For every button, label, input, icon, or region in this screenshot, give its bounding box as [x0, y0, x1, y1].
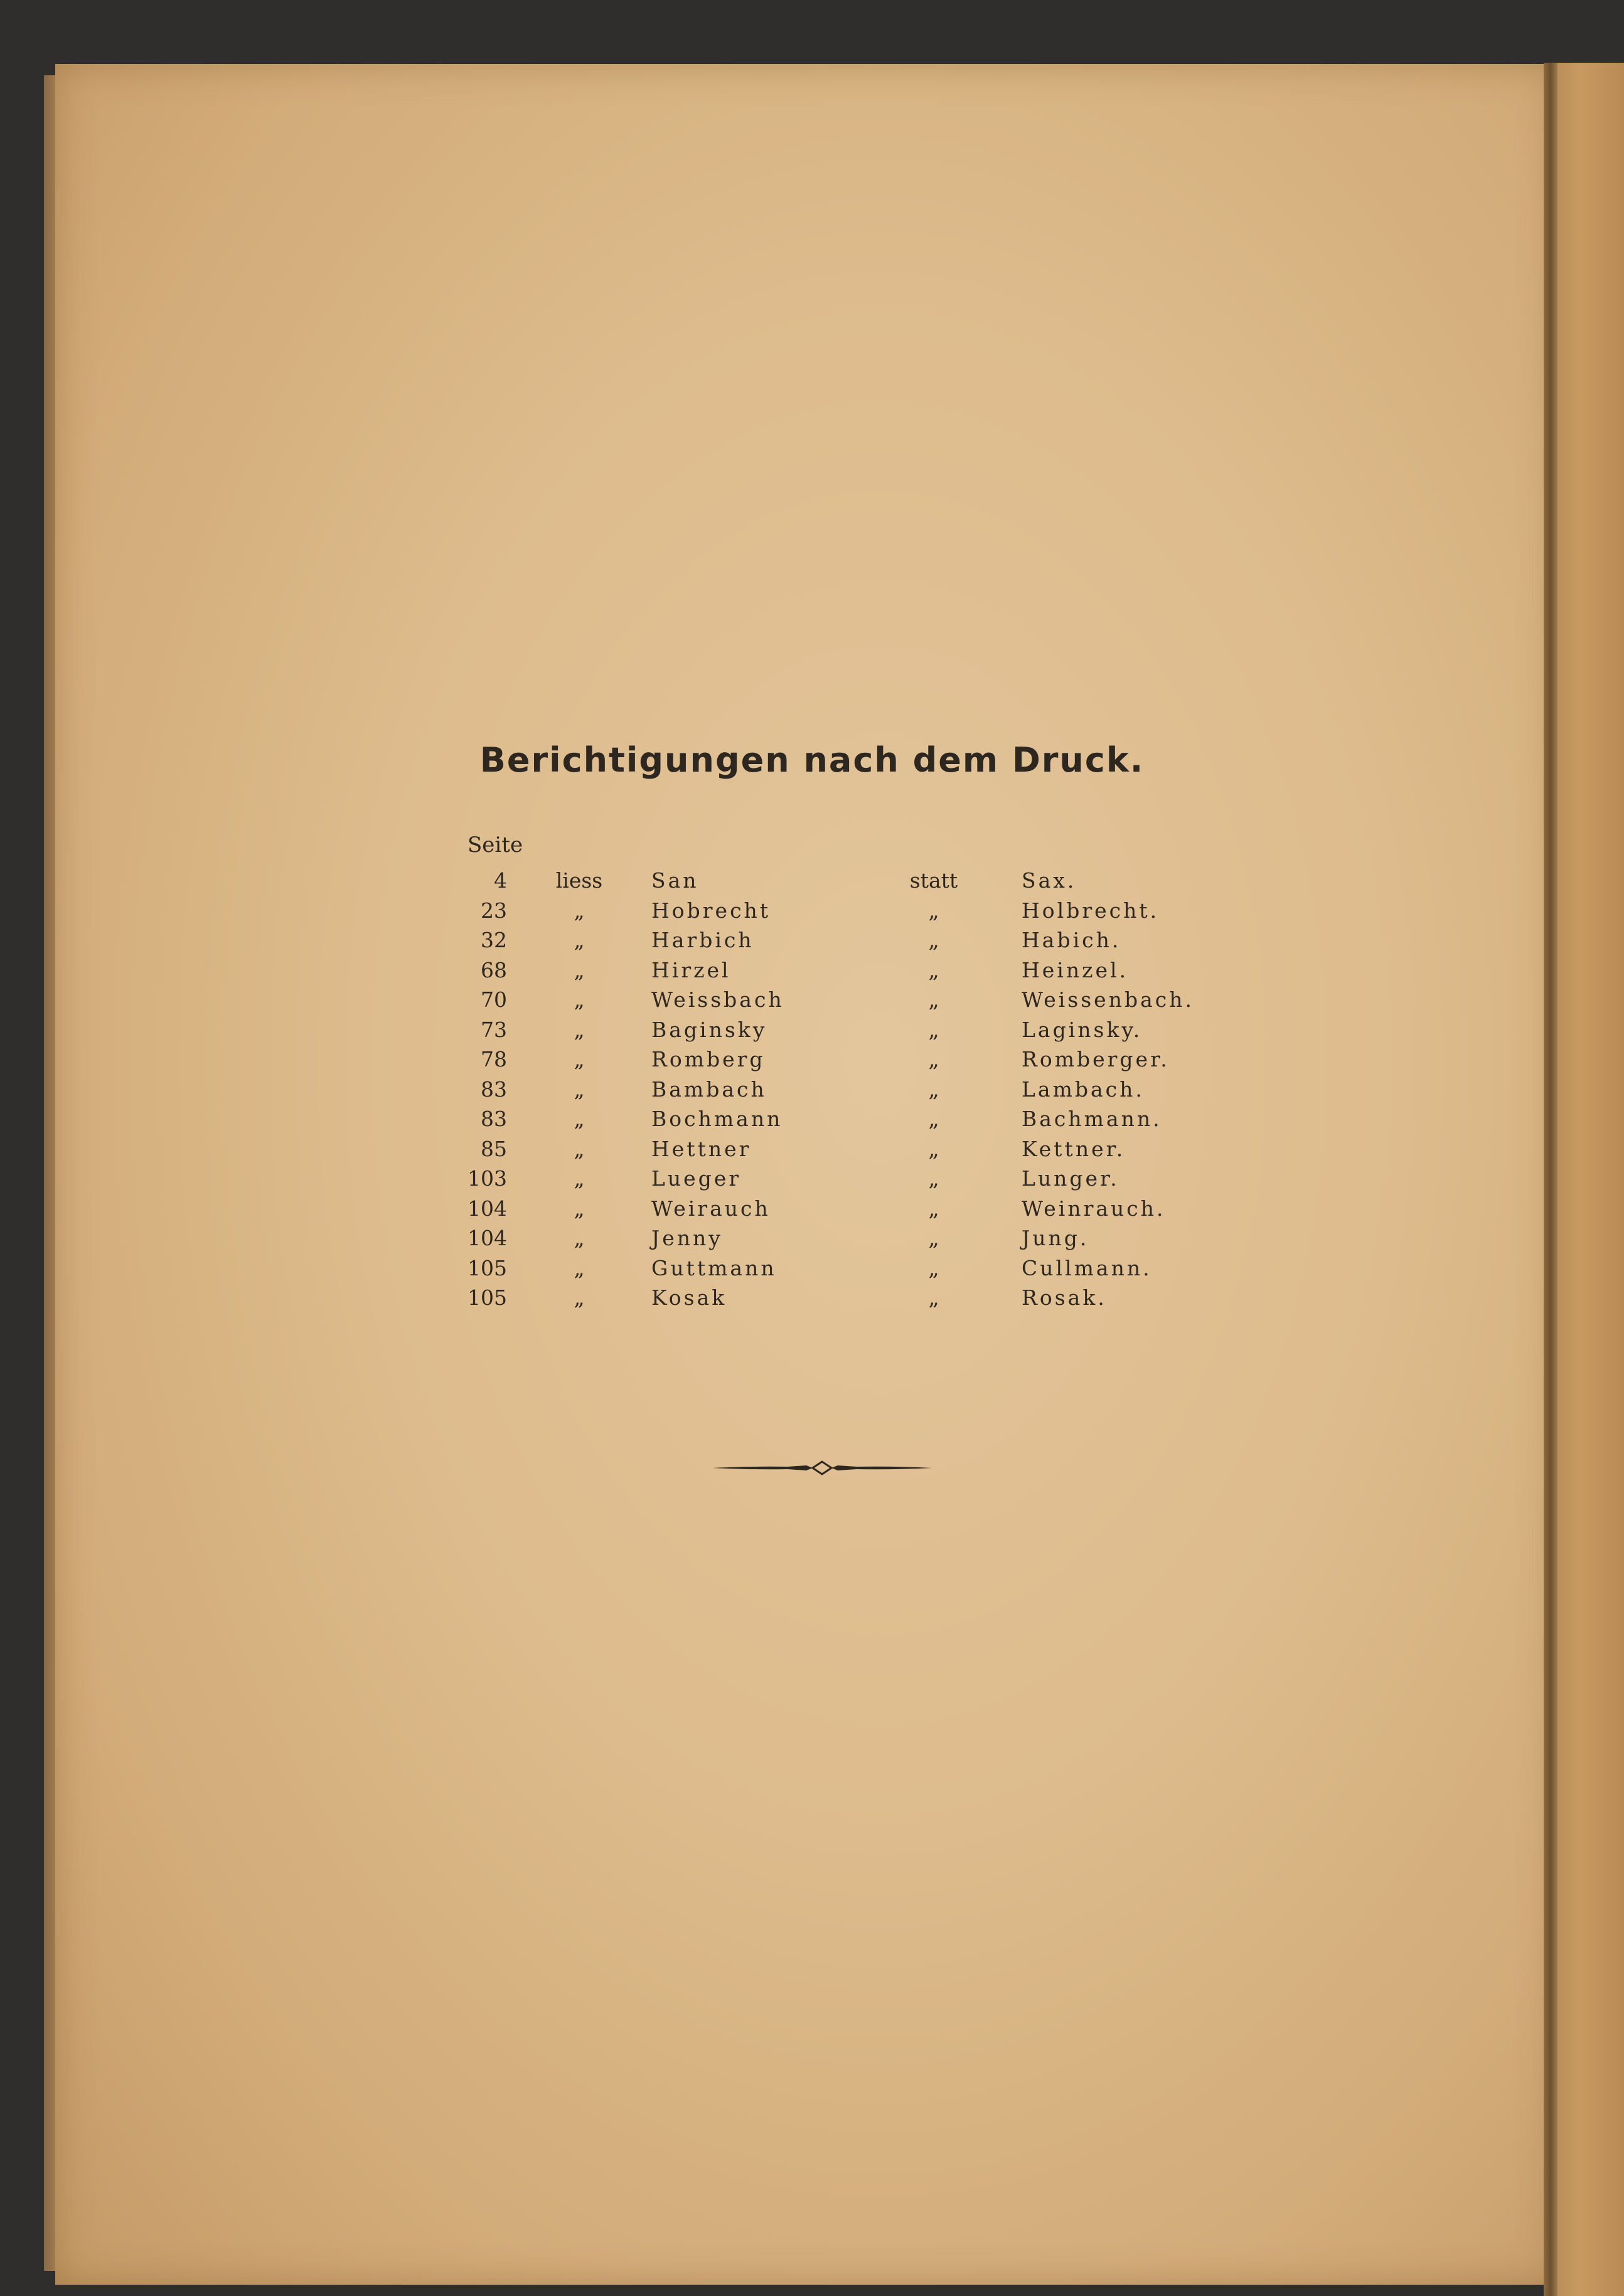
correction: Lambach.	[1022, 1076, 1145, 1102]
misprint: Guttmann	[651, 1255, 777, 1280]
table-row	[467, 955, 1273, 986]
page-number: 73	[481, 1017, 507, 1042]
lies-word: „	[574, 1076, 585, 1102]
lies-word: „	[574, 987, 585, 1012]
misprint: Harbich	[651, 928, 754, 952]
lies-word: „	[574, 1166, 585, 1191]
table-row	[467, 1164, 1273, 1194]
table-row	[467, 1194, 1273, 1224]
lies-word: „	[574, 1107, 585, 1131]
correction: Cullmann.	[1022, 1255, 1152, 1280]
statt-word: „	[928, 1226, 939, 1250]
table-row	[467, 1283, 1273, 1313]
page-number: 68	[481, 957, 507, 982]
statt-word: „	[928, 1285, 939, 1310]
lies-word: „	[574, 1136, 585, 1161]
misprint: Bochmann	[651, 1107, 783, 1131]
statt-word: „	[928, 1196, 939, 1221]
misprint: Jenny	[651, 1226, 723, 1250]
correction: Heinzel.	[1022, 957, 1129, 982]
table-row	[467, 925, 1273, 955]
misprint: Weirauch	[651, 1196, 771, 1221]
lies-word: „	[574, 1285, 585, 1310]
correction: Habich.	[1022, 928, 1121, 952]
adjacent-page	[1550, 63, 1624, 2296]
statt-word: „	[928, 987, 939, 1012]
misprint: Hobrecht	[651, 898, 771, 923]
table-row	[467, 1253, 1273, 1284]
page-number: 105	[467, 1255, 507, 1280]
lies-word: „	[574, 1047, 585, 1071]
table-row	[467, 896, 1273, 926]
statt-word: „	[928, 1017, 939, 1042]
misprint: Romberg	[651, 1047, 766, 1071]
lies-word: „	[574, 1226, 585, 1250]
book-gutter	[1544, 63, 1557, 2296]
correction: Rosak.	[1022, 1285, 1107, 1310]
misprint: Hirzel	[651, 957, 731, 982]
page-number: 105	[467, 1285, 507, 1310]
statt-word: „	[928, 1076, 939, 1102]
statt-word: statt	[909, 868, 958, 893]
correction: Bachmann.	[1022, 1107, 1162, 1131]
page-title: Berichtigungen nach dem Druck.	[479, 740, 1145, 780]
statt-word: „	[928, 1107, 939, 1131]
page-number: 104	[467, 1226, 507, 1250]
correction: Weissenbach.	[1022, 987, 1194, 1012]
table-row	[467, 1075, 1273, 1105]
statt-word: „	[928, 1047, 939, 1071]
lies-word: „	[574, 898, 585, 923]
lies-word: „	[574, 1196, 585, 1221]
lies-word: „	[574, 1017, 585, 1042]
lies-word: liess	[555, 868, 603, 893]
lies-word: „	[574, 1255, 585, 1280]
table-row	[467, 866, 1273, 896]
statt-word: „	[928, 1255, 939, 1280]
statt-word: „	[928, 928, 939, 952]
misprint: Weissbach	[651, 987, 784, 1012]
page-number: 104	[467, 1196, 507, 1221]
misprint: Hettner	[651, 1136, 752, 1161]
corrections-table	[467, 866, 1273, 1313]
statt-word: „	[928, 1166, 939, 1191]
table-row	[467, 1044, 1273, 1075]
correction: Kettner.	[1022, 1136, 1126, 1161]
misprint: Lueger	[651, 1166, 742, 1191]
correction: Holbrecht.	[1022, 898, 1160, 923]
page-number: 83	[481, 1107, 507, 1131]
misprint: Kosak	[651, 1285, 727, 1310]
misprint: San	[651, 868, 699, 893]
statt-word: „	[928, 957, 939, 982]
correction: Jung.	[1022, 1226, 1089, 1250]
correction: Laginsky.	[1022, 1017, 1143, 1042]
table-row	[467, 1223, 1273, 1253]
table-row	[467, 1104, 1273, 1134]
lies-word: „	[574, 928, 585, 952]
misprint: Bambach	[651, 1076, 767, 1102]
correction: Weinrauch.	[1022, 1196, 1166, 1221]
misprint: Baginsky	[651, 1017, 767, 1042]
page-number: 78	[481, 1047, 507, 1071]
table-row	[467, 985, 1273, 1015]
correction: Lunger.	[1022, 1166, 1119, 1191]
page-number: 70	[481, 987, 507, 1012]
page-number: 103	[467, 1166, 507, 1191]
printer-ornament-icon	[712, 1455, 932, 1480]
column-label-seite: Seite	[467, 832, 523, 858]
statt-word: „	[928, 898, 939, 923]
correction: Sax.	[1022, 868, 1077, 893]
page-number: 23	[481, 898, 507, 923]
lies-word: „	[574, 957, 585, 982]
table-row	[467, 1134, 1273, 1164]
table-row	[467, 1015, 1273, 1045]
statt-word: „	[928, 1136, 939, 1161]
correction: Romberger.	[1022, 1047, 1170, 1071]
page-number: 32	[481, 928, 507, 952]
page-number: 4	[494, 868, 507, 893]
page-number: 83	[481, 1076, 507, 1102]
page-number: 85	[481, 1136, 507, 1161]
